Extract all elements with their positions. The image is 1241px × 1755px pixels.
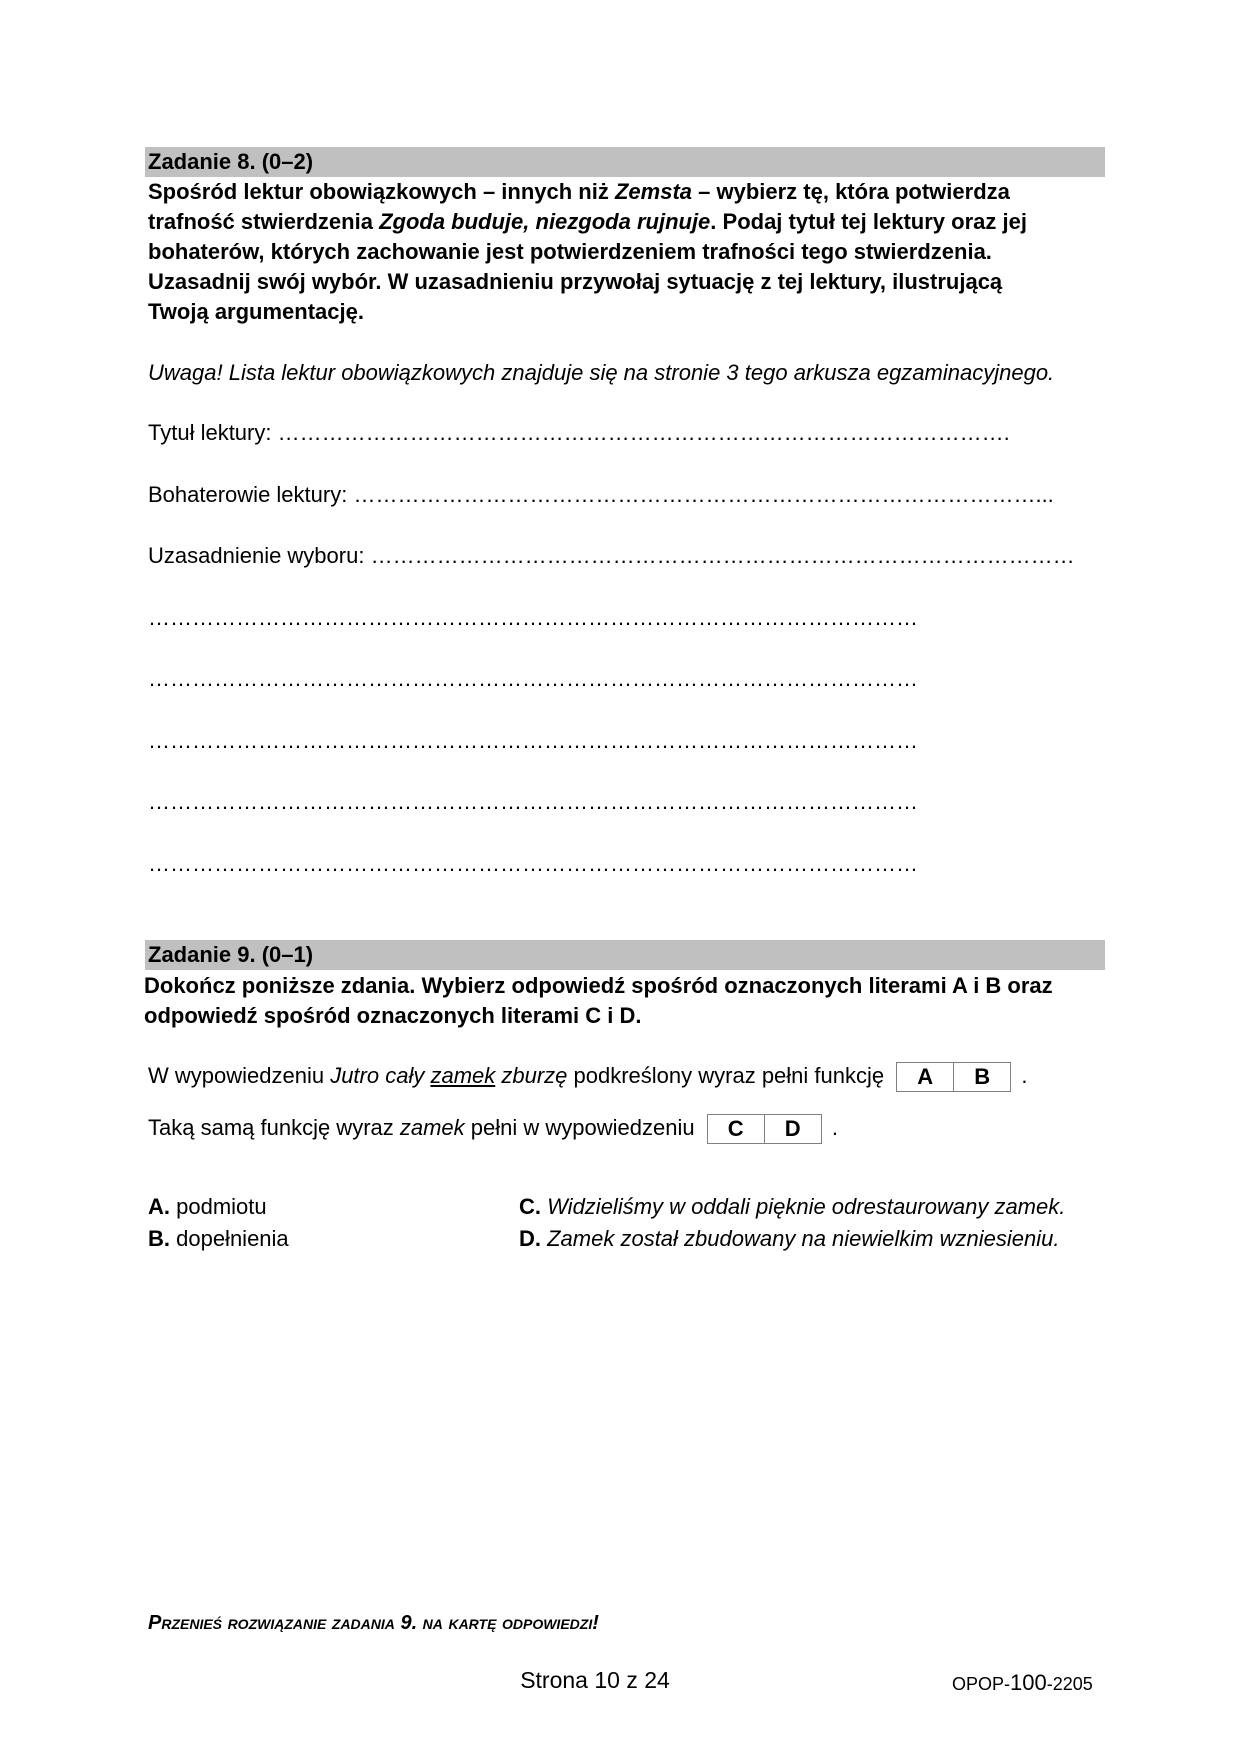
exam-code: OPOP-100-2205 (952, 1670, 1093, 1695)
option-c-cell[interactable]: C (727, 1116, 744, 1142)
justification-dots: …………………………………………………………………………………… (370, 543, 1075, 568)
heroes-label: Bohaterowie lektury: (148, 482, 348, 507)
instruction-line-5: Twoją argumentację. (148, 299, 364, 324)
title-dots: ………………………………………………………………………………………. (277, 420, 1010, 445)
task8-instruction (148, 177, 1027, 327)
justification-label: Uzasadnienie wyboru: (148, 543, 365, 568)
answer-line-2[interactable]: …………………………………………………………………………………………… (148, 666, 918, 691)
instruction-line-1: Spośród lektur obowiązkowych – innych niż Zemsta – wybierz tę, która potwierdza (148, 179, 1010, 204)
answer-line-4[interactable]: …………………………………………………………………………………………… (148, 789, 918, 814)
option-a-cell[interactable]: A (917, 1064, 934, 1090)
answer-line-1[interactable]: …………………………………………………………………………………………… (148, 605, 918, 630)
answer-line-3[interactable]: …………………………………………………………………………………………… (148, 728, 918, 753)
option-b: B. dopełnienia (148, 1226, 289, 1251)
instruction-line-2: trafność stwierdzenia Zgoda buduje, niezgoda rujnuje. Podaj tytuł tej lektury oraz jej (148, 209, 1027, 234)
instruction-line-3: bohaterów, których zachowanie jest potwierdzeniem trafności tego stwierdzenia. (148, 239, 992, 264)
task9-header: Zadanie 9. (0–1) (145, 940, 1105, 970)
page-number: Strona 10 z 24 (520, 1667, 670, 1693)
task9-instruction-line-2: odpowiedź spośród oznaczonych literami C i D. (144, 1003, 642, 1028)
heroes-answer-line[interactable] (148, 480, 1054, 510)
option-d: D. Zamek został zbudowany na niewielkim wzniesieniu. (519, 1226, 1060, 1251)
sentence-2: Taką samą funkcję wyraz zamek pełni w wypowiedzeniu C D . (148, 1113, 838, 1144)
option-c: C. Widzieliśmy w oddali pięknie odrestaurowany zamek. (519, 1194, 1066, 1219)
answer-box-ab[interactable] (896, 1062, 1011, 1092)
justification-answer-line[interactable] (148, 541, 1075, 571)
option-d-cell[interactable]: D (764, 1115, 821, 1143)
heroes-dots: …………………………………………………………………………………... (353, 482, 1054, 507)
task9-instruction (144, 971, 1053, 1031)
sentence-1: W wypowiedzeniu Jutro cały zamek zburzę podkreślony wyraz pełni funkcję A B . (148, 1061, 1028, 1092)
title-answer-line[interactable] (148, 418, 1010, 448)
title-label: Tytuł lektury: (148, 420, 272, 445)
answer-line-5[interactable]: …………………………………………………………………………………………… (148, 851, 918, 876)
task8-header: Zadanie 8. (0–2) (145, 147, 1105, 177)
instruction-line-4: Uzasadnij swój wybór. W uzasadnieniu przywołaj sytuację z tej lektury, ilustrującą (148, 269, 1003, 294)
transfer-note: Przenieś rozwiązanie zadania 9. na kartę odpowiedzi! (148, 1612, 599, 1634)
option-b-cell[interactable]: B (953, 1063, 1010, 1091)
task8-note: Uwaga! Lista lektur obowiązkowych znajduje się na stronie 3 tego arkusza egzaminacyjnego. (148, 360, 1055, 385)
answer-box-cd[interactable] (707, 1114, 822, 1144)
option-a: A. podmiotu (148, 1194, 267, 1219)
task9-instruction-line-1: Dokończ poniższe zdania. Wybierz odpowiedź spośród oznaczonych literami A i B oraz (144, 973, 1053, 998)
underlined-word: zamek (430, 1063, 496, 1088)
